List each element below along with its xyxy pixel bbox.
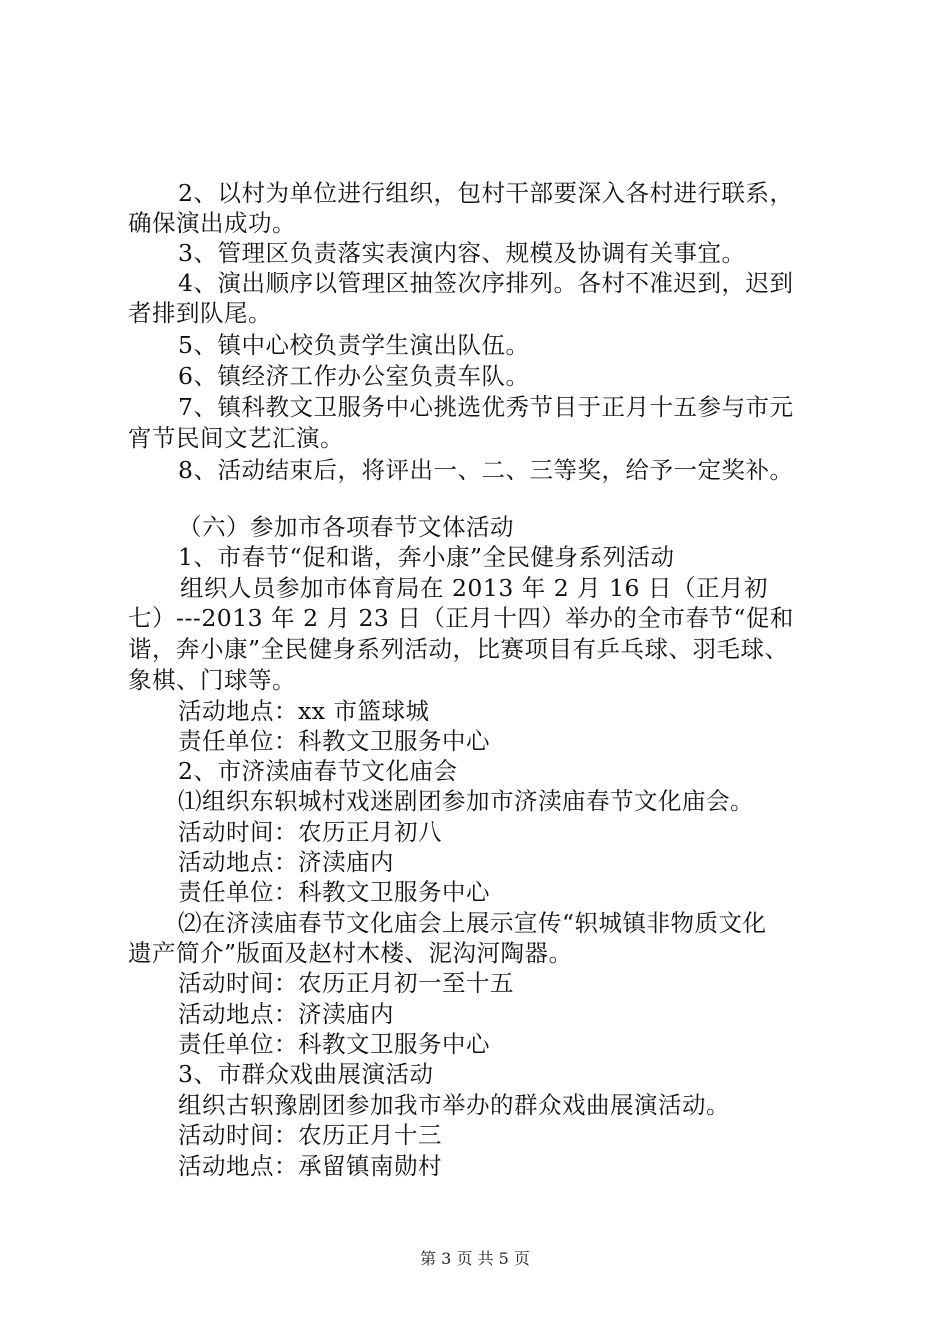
subsection-heading: 1、市春节“促和谐，奔小康”全民健身系列活动 [178, 543, 675, 571]
text-line: 遗产简介”版面及赵村木楼、泥沟河陶器。 [128, 939, 573, 967]
text-line: 8、活动结束后，将评出一、二、三等奖，给予一定奖补。 [178, 456, 794, 484]
text-line: 组织古轵豫剧团参加我市举办的群众戏曲展演活动。 [178, 1091, 730, 1119]
text-line: 活动时间：农历正月初八 [178, 818, 442, 846]
text-line: 确保演出成功。 [128, 209, 296, 237]
text-line: 7、镇科教文卫服务中心挑选优秀节目于正月十五参与市元 [178, 393, 794, 421]
text-line: 组织人员参加市体育局在 2013 年 2 月 16 日（正月初 [180, 574, 768, 602]
text-line: 者排到队尾。 [128, 299, 272, 327]
text-line: 责任单位：科教文卫服务中心 [178, 878, 490, 906]
subsection-heading: 3、市群众戏曲展演活动 [178, 1060, 434, 1088]
text-line: 活动时间：农历正月初一至十五 [178, 969, 514, 997]
text-line: ⑴组织东轵城村戏迷剧团参加市济渎庙春节文化庙会。 [178, 787, 754, 815]
text-line: ⑵在济渎庙春节文化庙会上展示宣传“轵城镇非物质文化 [178, 909, 767, 937]
text-line: 七）---2013 年 2 月 23 日（正月十四）举办的全市春节“促和 [128, 604, 794, 632]
text-line: 责任单位：科教文卫服务中心 [178, 1030, 490, 1058]
text-line: 5、镇中心校负责学生演出队伍。 [178, 331, 530, 359]
section-heading: （六）参加市各项春节文体活动 [178, 513, 514, 541]
text-line: 2、以村为单位进行组织，包村干部要深入各村进行联系， [178, 179, 794, 207]
text-line: 宵节民间文艺汇演。 [128, 424, 344, 452]
text-line: 活动地点：xx 市篮球城 [178, 697, 430, 725]
text-line: 活动地点：济渎庙内 [178, 1000, 394, 1028]
text-line: 活动时间：农历正月十三 [178, 1121, 442, 1149]
text-line: 责任单位：科教文卫服务中心 [178, 727, 490, 755]
text-line: 谐，奔小康”全民健身系列活动，比赛项目有乒乓球、羽毛球、 [128, 635, 789, 663]
subsection-heading: 2、市济渎庙春节文化庙会 [178, 757, 458, 785]
text-line: 4、演出顺序以管理区抽签次序排列。各村不准迟到，迟到 [178, 269, 794, 297]
text-line: 活动地点：济渎庙内 [178, 848, 394, 876]
text-line: 3、管理区负责落实表演内容、规模及协调有关事宜。 [178, 239, 746, 267]
text-line: 6、镇经济工作办公室负责车队。 [178, 362, 530, 390]
page-number: 第 3 页 共 5 页 [420, 1249, 530, 1268]
text-line: 象棋、门球等。 [128, 666, 296, 694]
text-line: 活动地点：承留镇南勋村 [178, 1152, 442, 1180]
